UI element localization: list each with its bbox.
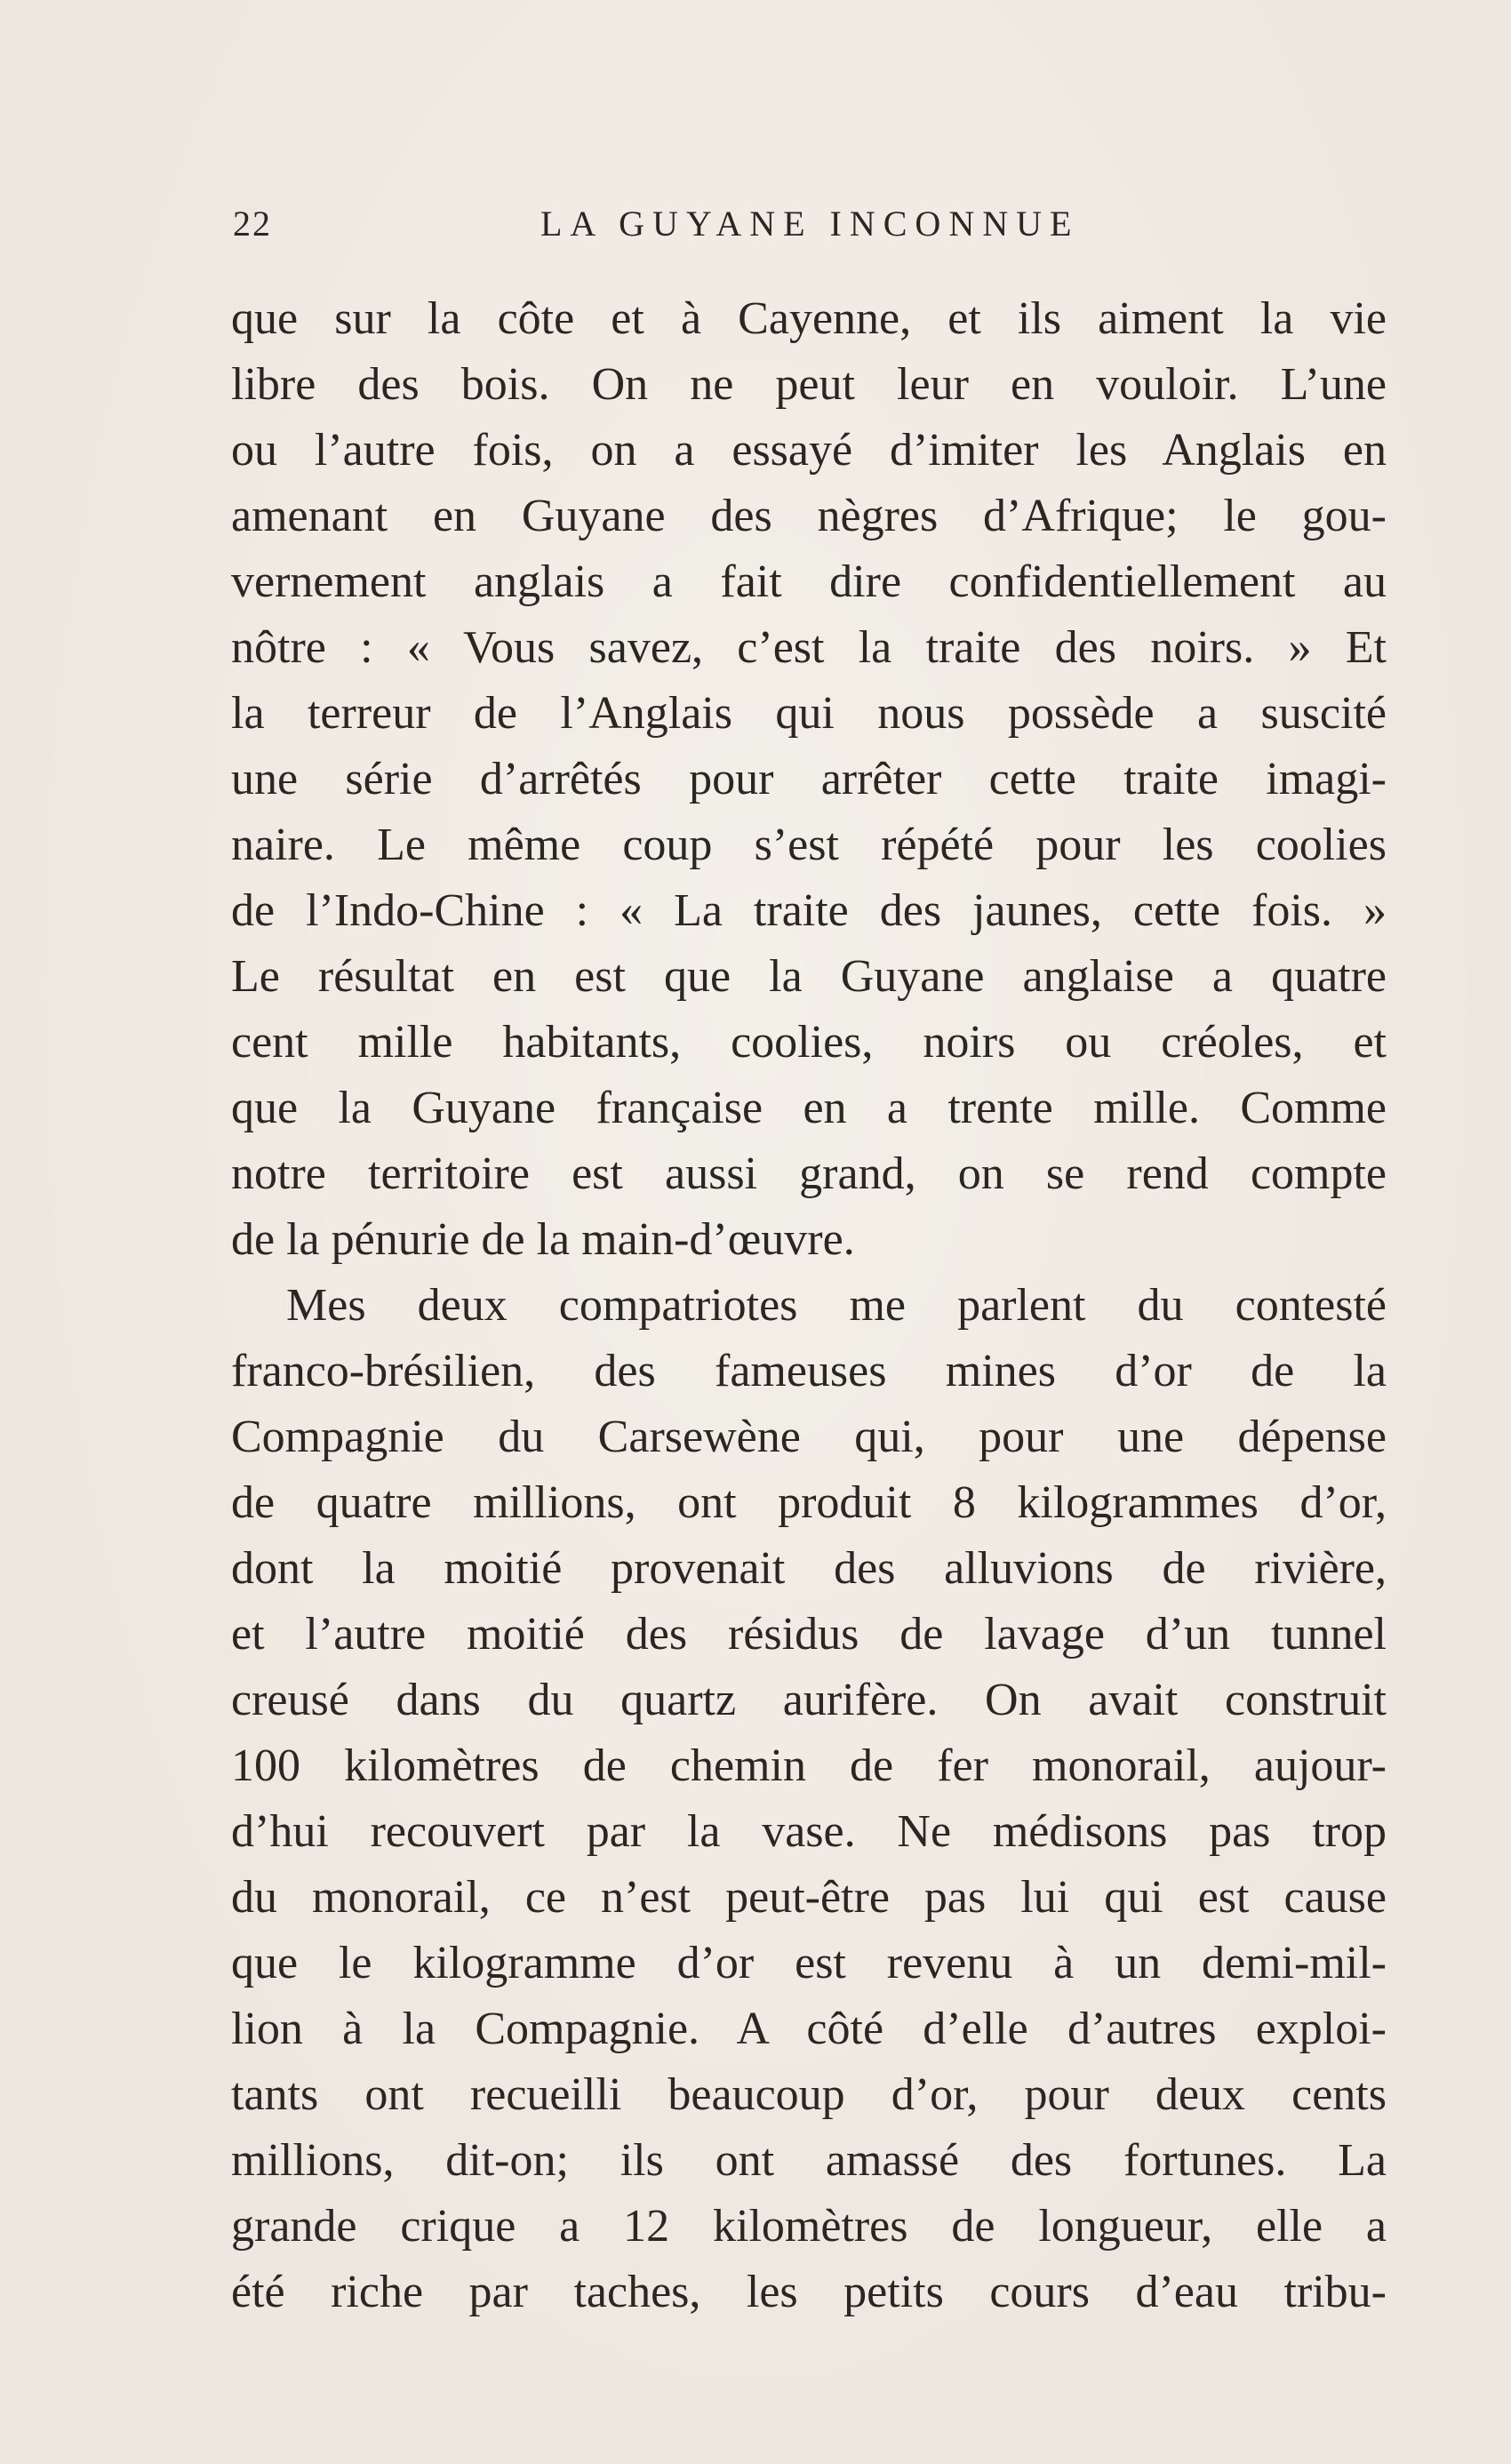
book-title: LA GUYANE INCONNUE [540, 204, 1080, 244]
text-line: Mes deux compatriotes me parlent du contesté [286, 1280, 1387, 1331]
text-line: été riche par taches, les petits cours d’eau tribu- [231, 2267, 1387, 2317]
text-line: creusé dans du quartz aurifère. On avait construit [231, 1675, 1387, 1725]
text-line: grande crique a 12 kilomètres de longueur, elle a [231, 2201, 1387, 2252]
text-line: Le résultat en est que la Guyane anglaise a quatre [231, 951, 1387, 1002]
text-line: d’hui recouvert par la vase. Ne médisons pas trop [231, 1806, 1387, 1857]
text-line: libre des bois. On ne peut leur en vouloir. L’une [231, 359, 1387, 410]
text-line: naire. Le même coup s’est répété pour les coolies [231, 820, 1387, 870]
text-line: de l’Indo-Chine : « La traite des jaunes, cette fois. » [231, 885, 1387, 936]
text-line: la terreur de l’Anglais qui nous possède a suscité [231, 688, 1387, 739]
page-number: 22 [233, 204, 272, 244]
text-line: nôtre : « Vous savez, c’est la traite des noirs. » Et [231, 622, 1387, 673]
text-line: dont la moitié provenait des alluvions de rivière, [231, 1543, 1387, 1594]
text-line: cent mille habitants, coolies, noirs ou créoles, et [231, 1017, 1387, 1068]
paragraph-1 [231, 286, 1387, 1273]
text-line: lion à la Compagnie. A côté d’elle d’autres exploi- [231, 2004, 1387, 2054]
text-line: notre territoire est aussi grand, on se rend compte [231, 1148, 1387, 1199]
body-text [231, 286, 1387, 2325]
text-line: que la Guyane française en a trente mille. Comme [231, 1083, 1387, 1133]
text-line: 100 kilomètres de chemin de fer monorail, aujour- [231, 1740, 1387, 1791]
running-head [233, 203, 1388, 256]
text-line: amenant en Guyane des nègres d’Afrique; le gou- [231, 491, 1387, 541]
text-line: de la pénurie de la main-d’œuvre. [231, 1214, 855, 1265]
text-line: Compagnie du Carsewène qui, pour une dépense [231, 1412, 1387, 1462]
text-line: du monorail, ce n’est peut-être pas lui qui est cause [231, 1872, 1387, 1923]
text-line: franco-brésilien, des fameuses mines d’or de la [231, 1346, 1387, 1396]
text-line: tants ont recueilli beaucoup d’or, pour deux cents [231, 2069, 1387, 2120]
text-line: ou l’autre fois, on a essayé d’imiter les Anglais en [231, 425, 1387, 476]
text-line: que sur la côte et à Cayenne, et ils aiment la vie [231, 293, 1387, 344]
paragraph-2 [231, 1273, 1387, 2325]
text-line: une série d’arrêtés pour arrêter cette traite imagi- [231, 754, 1387, 804]
text-line: que le kilogramme d’or est revenu à un demi-mil- [231, 1938, 1387, 1988]
text-line: de quatre millions, ont produit 8 kilogrammes d’or, [231, 1477, 1387, 1528]
text-line: millions, dit-on; ils ont amassé des fortunes. La [231, 2135, 1387, 2186]
text-line: et l’autre moitié des résidus de lavage d’un tunnel [231, 1609, 1387, 1660]
text-line: vernement anglais a fait dire confidentiellement au [231, 556, 1387, 607]
